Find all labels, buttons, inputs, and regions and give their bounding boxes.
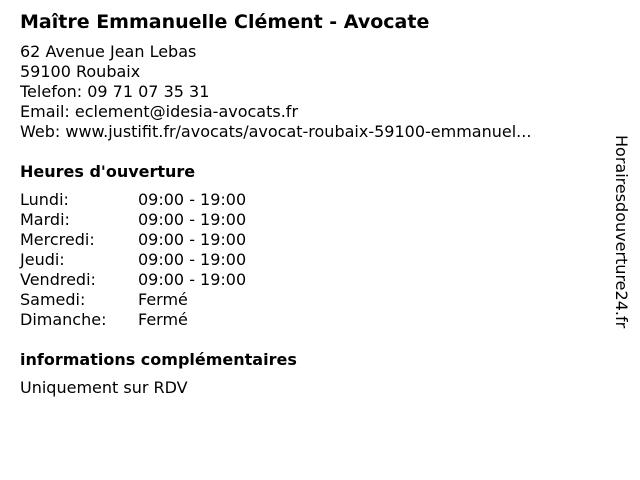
additional-info-text: Uniquement sur RDV <box>20 378 188 397</box>
city-postcode: 59100 Roubaix <box>20 62 141 81</box>
day-hours: 09:00 - 19:00 <box>138 210 247 229</box>
hours-row <box>20 270 246 290</box>
day-label: Mercredi: <box>20 230 95 249</box>
website-url: Web: www.justifit.fr/avocats/avocat-roubaix-59100-emmanuel... <box>20 122 532 141</box>
hours-row <box>20 190 246 210</box>
day-hours: 09:00 - 19:00 <box>138 190 247 209</box>
hours-row <box>20 310 246 330</box>
additional-info-heading: informations complémentaires <box>20 350 297 369</box>
day-label: Dimanche: <box>20 310 107 329</box>
phone-number: Telefon: 09 71 07 35 31 <box>20 82 210 101</box>
address-block <box>20 42 600 142</box>
opening-hours-heading: Heures d'ouverture <box>20 162 196 181</box>
day-hours: 09:00 - 19:00 <box>138 230 247 249</box>
opening-hours-table <box>20 190 246 330</box>
day-label: Jeudi: <box>20 250 65 269</box>
business-card <box>20 10 600 398</box>
day-label: Mardi: <box>20 210 70 229</box>
day-label: Vendredi: <box>20 270 96 289</box>
hours-row <box>20 210 246 230</box>
site-watermark: Horairesdouverture24.fr <box>612 135 631 329</box>
hours-row <box>20 250 246 270</box>
day-label: Lundi: <box>20 190 69 209</box>
day-hours: Fermé <box>138 290 188 309</box>
day-hours: 09:00 - 19:00 <box>138 250 247 269</box>
day-hours: Fermé <box>138 310 188 329</box>
street-address: 62 Avenue Jean Lebas <box>20 42 197 61</box>
day-label: Samedi: <box>20 290 86 309</box>
hours-row <box>20 290 246 310</box>
hours-row <box>20 230 246 250</box>
day-hours: 09:00 - 19:00 <box>138 270 247 289</box>
business-title: Maître Emmanuelle Clément - Avocate <box>20 11 430 33</box>
email-address: Email: eclement@idesia-avocats.fr <box>20 102 299 121</box>
